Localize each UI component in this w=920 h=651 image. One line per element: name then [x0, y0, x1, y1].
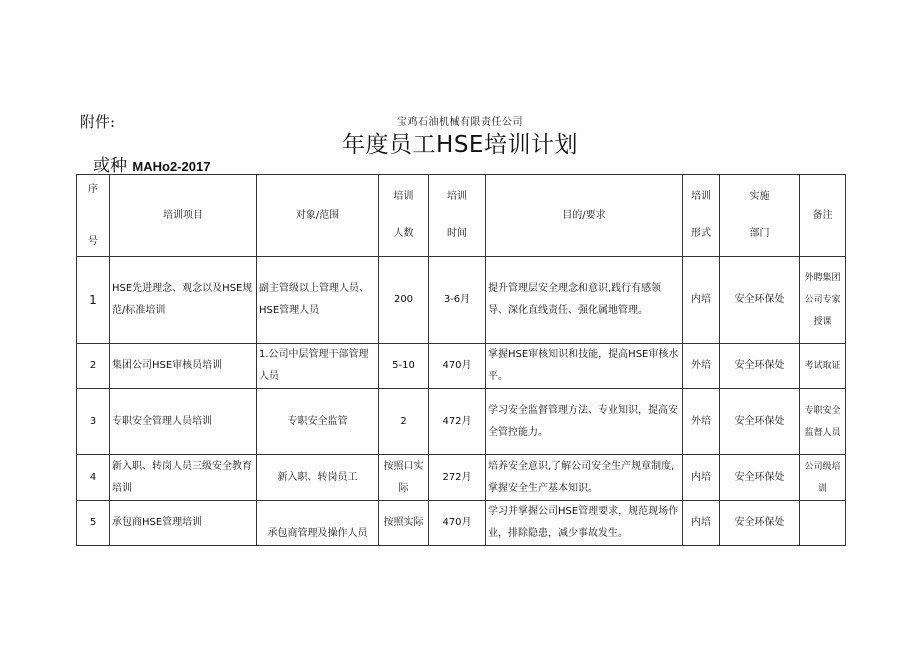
- row-remark: 外聘集团公司专家授课: [800, 257, 846, 344]
- header-count-bottom: 人数: [393, 228, 414, 239]
- row-project: HSE先进理念、观念以及HSE规范/标准培训: [110, 257, 257, 344]
- row-dept: 安全环保处: [720, 257, 800, 344]
- document-number-prefix: 或种: [93, 156, 127, 176]
- row-target: 1.公司中层管理干部管理人员: [257, 344, 379, 389]
- row-count: 2: [379, 389, 429, 455]
- training-plan-table: [76, 174, 846, 546]
- header-form-bottom: 形式: [691, 228, 711, 239]
- header-count: [379, 175, 429, 257]
- row-project: 集团公司HSE审核员培训: [110, 344, 257, 389]
- row-form: 外培: [683, 344, 720, 389]
- table-row: [77, 344, 846, 389]
- table-row: [77, 501, 846, 546]
- table-header-row: [77, 175, 846, 257]
- header-seq: [77, 175, 110, 257]
- header-count-top: 培训: [393, 191, 414, 202]
- row-project: 承包商HSE管理培训: [110, 501, 257, 546]
- row-time: 272月: [429, 455, 486, 501]
- row-target: 专职安全监管: [257, 389, 379, 455]
- row-dept: 安全环保处: [720, 455, 800, 501]
- company-name: 宝鸡石油机械有限责任公司: [397, 117, 523, 128]
- header-time: [429, 175, 486, 257]
- header-form: [683, 175, 720, 257]
- row-goal: 学习安全监督管理方法、专业知识，提高安全管控能力。: [486, 389, 683, 455]
- row-goal: 提升管理层安全理念和意识,践行有感领导、深化直线责任、强化属地管理。: [486, 257, 683, 344]
- table-row: [77, 389, 846, 455]
- header-dept-top: 实施: [749, 191, 770, 202]
- row-form: 内培: [683, 257, 720, 344]
- row-seq: 4: [77, 455, 110, 501]
- page-title: 年度员工HSE培训计划: [342, 132, 578, 158]
- header-target: 对象/范围: [257, 175, 379, 257]
- table-row: [77, 257, 846, 344]
- row-target: 承包商管理及操作人员: [257, 501, 379, 546]
- row-form: 外培: [683, 389, 720, 455]
- row-form: 内培: [683, 455, 720, 501]
- row-dept: 安全环保处: [720, 389, 800, 455]
- row-time: 470月: [429, 344, 486, 389]
- row-form: 内培: [683, 501, 720, 546]
- row-count: 5-10: [379, 344, 429, 389]
- row-remark: 考试取证: [800, 344, 846, 389]
- row-remark: [800, 501, 846, 546]
- row-count: 200: [379, 257, 429, 344]
- header-time-top: 培训: [447, 191, 467, 202]
- row-target: 副主管级以上管理人员、HSE管理人员: [257, 257, 379, 344]
- row-dept: 安全环保处: [720, 344, 800, 389]
- row-time: 3-6月: [429, 257, 486, 344]
- header-dept-bottom: 部门: [749, 228, 770, 239]
- row-goal: 学习并掌握公司HSE管理要求，规范现场作业，排除隐患，减少事故发生。: [486, 501, 683, 546]
- header-time-bottom: 时间: [447, 228, 467, 239]
- row-seq: 1: [77, 257, 110, 344]
- row-seq: 2: [77, 344, 110, 389]
- attachment-label: 附件:: [80, 113, 116, 131]
- row-goal: 培养安全意识,了解公司安全生产规章制度,掌握安全生产基本知识。: [486, 455, 683, 501]
- row-target: 新入职、转岗员工: [257, 455, 379, 501]
- row-remark: 专职安全监督人员: [800, 389, 846, 455]
- row-seq: 3: [77, 389, 110, 455]
- table-row: [77, 455, 846, 501]
- row-remark: 公司级培训: [800, 455, 846, 501]
- row-time: 472月: [429, 389, 486, 455]
- row-dept: 安全环保处: [720, 501, 800, 546]
- header-seq-top: 序: [88, 183, 98, 195]
- row-seq: 5: [77, 501, 110, 546]
- row-count: 按照实际: [379, 501, 429, 546]
- header-remark: 备注: [800, 175, 846, 257]
- document-number-code: MAHo2-2017: [132, 159, 211, 174]
- document-number: [93, 151, 210, 176]
- row-goal: 掌握HSE审核知识和技能，提高HSE审核水平。: [486, 344, 683, 389]
- header-project: 培训项目: [110, 175, 257, 257]
- header-dept: [720, 175, 800, 257]
- row-count: 按照口实际: [379, 455, 429, 501]
- header-form-top: 培训: [691, 191, 711, 202]
- header-goal: 目的/要求: [486, 175, 683, 257]
- row-project: 新入职、转岗人员三级安全教育培训: [110, 455, 257, 501]
- row-time: 470月: [429, 501, 486, 546]
- header-seq-bottom: 号: [88, 235, 98, 247]
- row-project: 专职安全管理人员培训: [110, 389, 257, 455]
